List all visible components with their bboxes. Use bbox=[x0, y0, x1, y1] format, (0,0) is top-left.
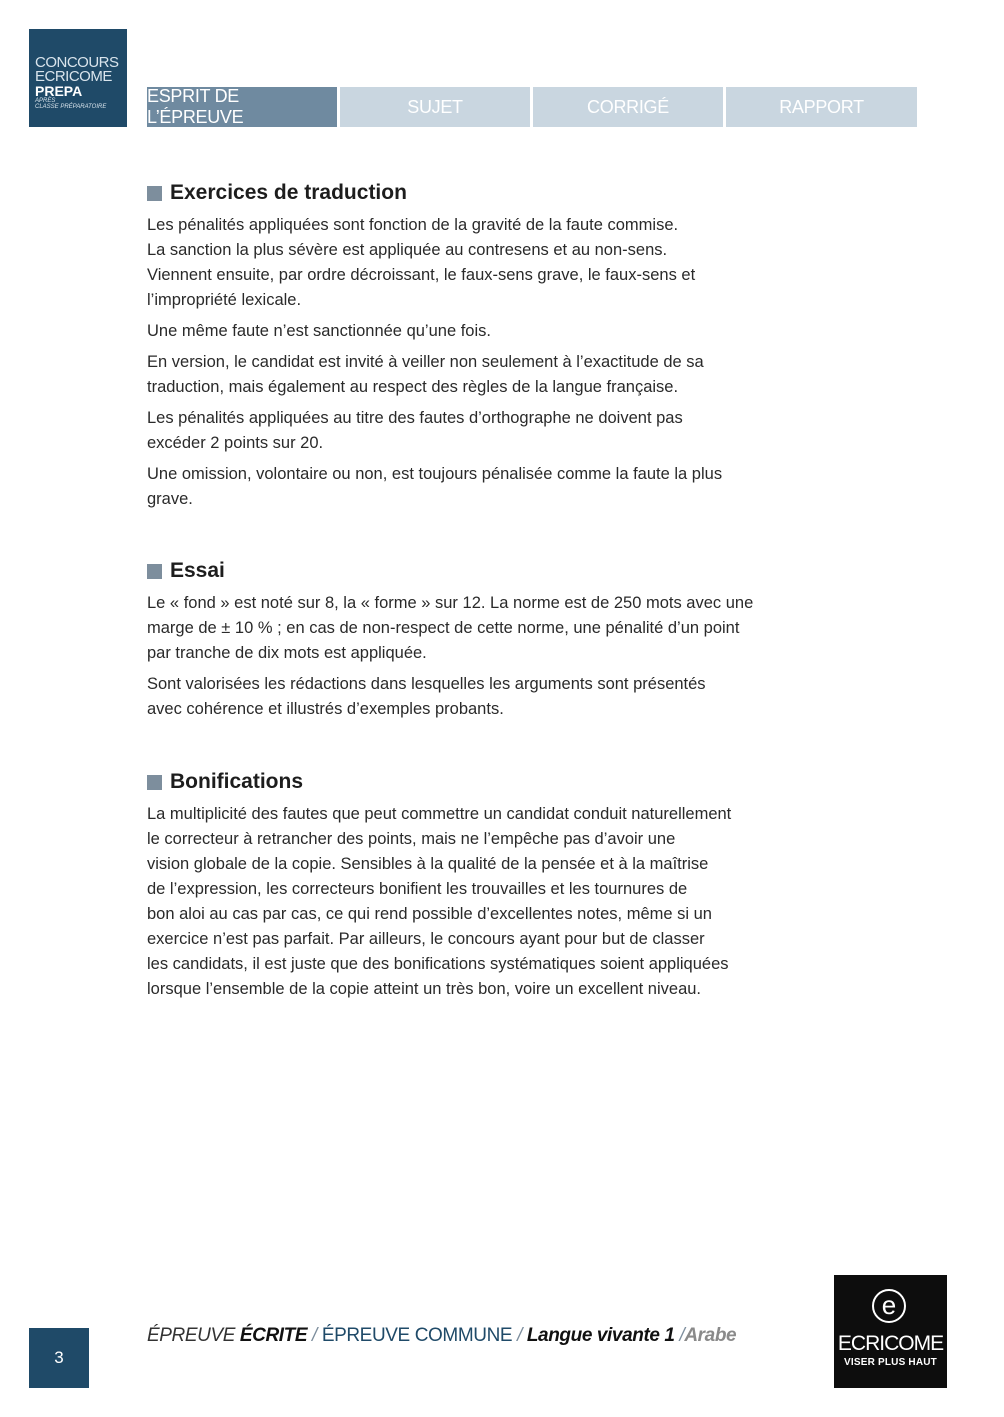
ecricome-brand-logo bbox=[834, 1275, 947, 1388]
concours-ecricome-logo bbox=[29, 29, 127, 127]
logo-line-concours: CONCOURS bbox=[35, 54, 119, 71]
footer-separator: / bbox=[307, 1325, 322, 1346]
footer-exam-label bbox=[147, 1325, 736, 1347]
tab-esprit-de-l-epreuve[interactable]: ESPRIT DE L’ÉPREUVE bbox=[147, 87, 337, 127]
footer-arabe: Arabe bbox=[684, 1325, 737, 1346]
paragraph: La multiplicité des fautes que peut commettre un candidat conduit naturellement le correcteur à retrancher des points, mais ne l’empêche pas d’avoir une vision globale de la copie. Sensibles à la qualité de la pensée et à la maîtrise de l’expression, les correcteurs bonifient les trouvailles et les tournures de bon aloi au cas par cas, ce qui rend possible d’excellentes notes, même si un exercice n’est pas parfait. Par ailleurs, le concours ayant pour but de classer les candidats, il est juste que des bonifications systématiques soient appliquées lorsque l’ensemble de la copie atteint un très bon, voire un excellent niveau. bbox=[147, 805, 732, 998]
section-title: Essai bbox=[170, 559, 225, 582]
paragraph: Les pénalités appliquées au titre des fautes d’orthographe ne doivent pas excéder 2 points sur 20. bbox=[147, 409, 683, 452]
paragraph: En version, le candidat est invité à veiller non seulement à l’exactitude de sa traduction, mais également au respect des règles de la langue française. bbox=[147, 353, 704, 396]
square-bullet-icon bbox=[147, 186, 162, 201]
paragraph: Sont valorisées les rédactions dans lesquelles les arguments sont présentés avec cohérence et illustrés d’exemples probants. bbox=[147, 675, 706, 718]
tab-sujet[interactable]: SUJET bbox=[340, 87, 530, 127]
section-exercices-de-traduction bbox=[147, 181, 847, 518]
square-bullet-icon bbox=[147, 775, 162, 790]
section-essai bbox=[147, 559, 847, 728]
section-title: Bonifications bbox=[170, 770, 304, 793]
footer-langue-vivante: Langue vivante 1 bbox=[526, 1325, 675, 1346]
footer-separator: / bbox=[512, 1325, 527, 1346]
logo-line-classe: CLASSE PRÉPARATOIRE bbox=[35, 104, 107, 110]
footer-separator: / bbox=[674, 1325, 685, 1346]
section-heading bbox=[147, 770, 847, 794]
section-heading bbox=[147, 181, 847, 205]
square-bullet-icon bbox=[147, 564, 162, 579]
section-bonifications bbox=[147, 770, 847, 1008]
ecricome-e-icon: e bbox=[872, 1289, 906, 1323]
footer-epreuve: ÉPREUVE bbox=[147, 1325, 240, 1346]
section-heading bbox=[147, 559, 847, 583]
brand-name: ECRICOME bbox=[837, 1332, 944, 1355]
paragraph: Une omission, volontaire ou non, est toujours pénalisée comme la faute la plus grave. bbox=[147, 465, 723, 508]
footer-commune: COMMUNE bbox=[414, 1325, 513, 1346]
logo-line-apres: APRÈS bbox=[35, 98, 56, 104]
logo-line-prepa: PREPA bbox=[35, 83, 83, 99]
footer-epreuve-2: ÉPREUVE bbox=[321, 1325, 415, 1346]
paragraph: Une même faute n’est sanctionnée qu’une fois. bbox=[147, 322, 491, 340]
tab-rapport[interactable]: RAPPORT bbox=[726, 87, 917, 127]
footer-ecrite: ÉCRITE bbox=[239, 1325, 308, 1346]
paragraph: Le « fond » est noté sur 8, la « forme » sur 12. La norme est de 250 mots avec une marge de ± 10 % ; en cas de non-respect de cette norme, une pénalité d’un point par tranche de dix mots est appliquée. bbox=[147, 594, 754, 662]
page-number: 3 bbox=[29, 1328, 89, 1388]
tab-corrige[interactable]: CORRIGÉ bbox=[533, 87, 723, 127]
paragraph: Les pénalités appliquées sont fonction de la gravité de la faute commise. La sanction la plus sévère est appliquée au contresens et au non-sens. Viennent ensuite, par ordre décroissant, le faux-sens grave, le faux-sens et l’impropriété lexicale. bbox=[147, 216, 696, 309]
section-tabs bbox=[147, 87, 917, 127]
section-title: Exercices de traduction bbox=[170, 181, 407, 204]
logo-line-ecricome: ECRICOME bbox=[35, 68, 112, 85]
brand-tagline: VISER PLUS HAUT bbox=[843, 1357, 937, 1368]
